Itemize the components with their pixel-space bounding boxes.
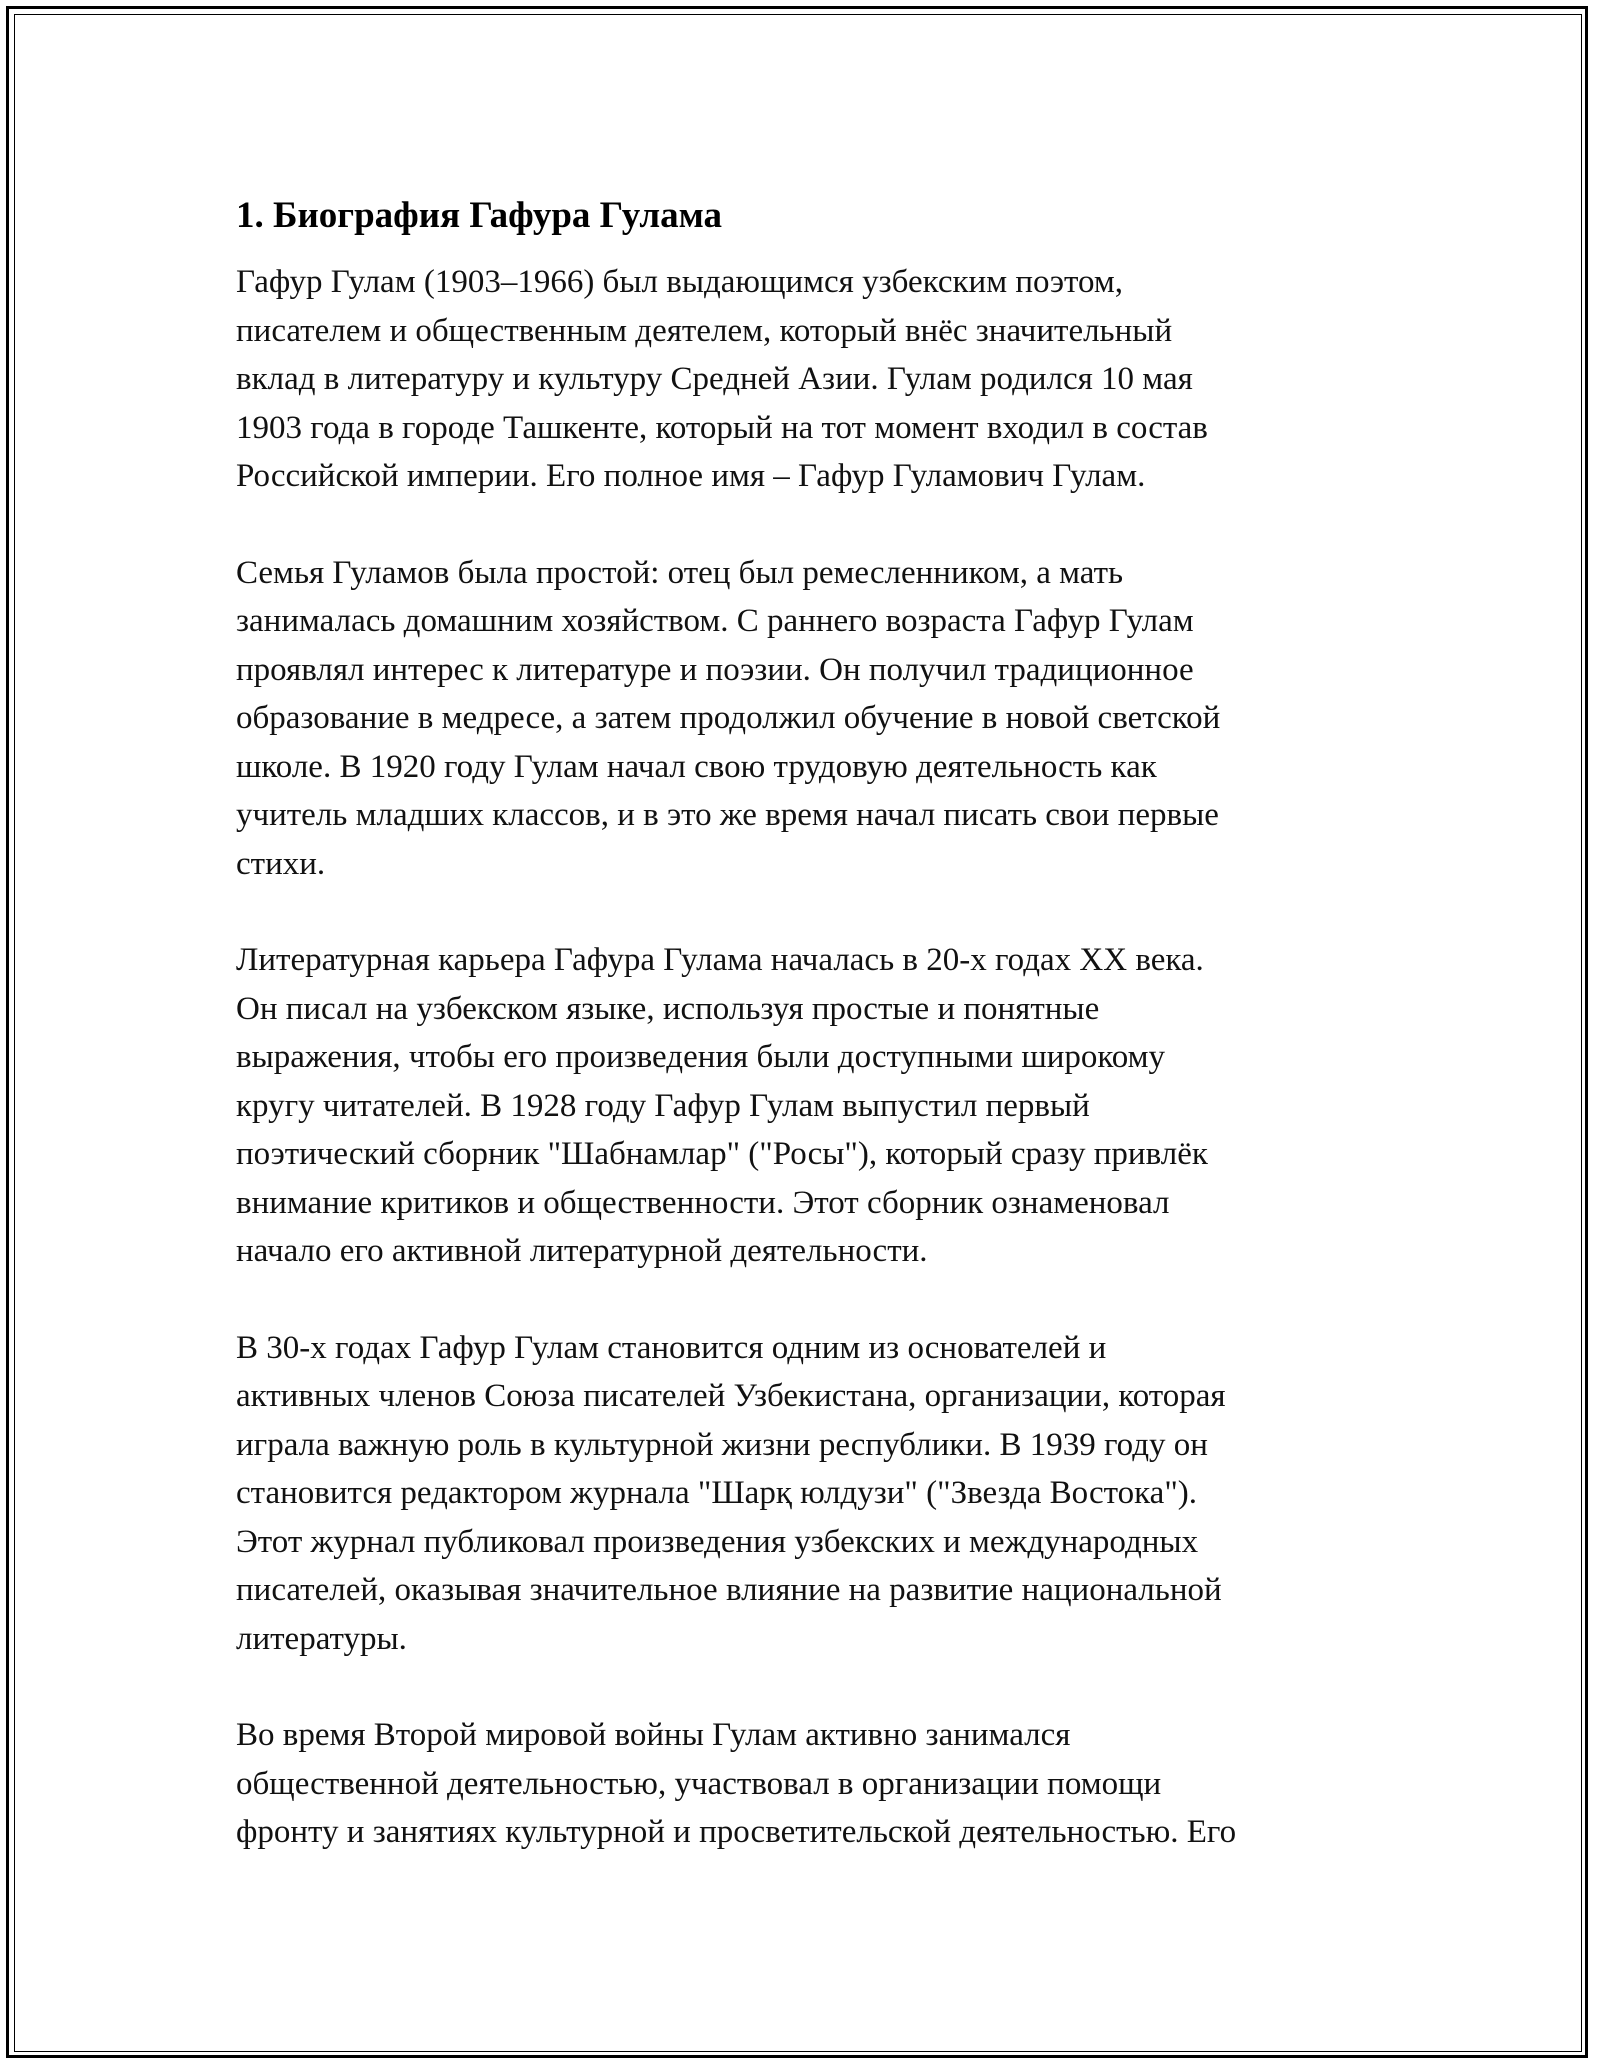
text-line: общественной деятельностью, участвовал в организации помощи: [236, 1765, 1162, 1802]
section-title: 1. Биография Гафура Гулама: [236, 195, 723, 236]
text-line: проявлял интерес к литературе и поэзии. Он получил традиционное: [236, 651, 1194, 688]
text-line: учитель младших классов, и в это же время начал писать свои первые: [236, 797, 1219, 833]
paragraph-family: [236, 549, 1366, 889]
paragraph-war-years: [236, 1711, 1366, 1857]
text-line: выражения, чтобы его произведения были доступными широкому: [236, 1039, 1166, 1075]
text-line: Литературная карьера Гафура Гулама началась в 20-х годах XX века.: [236, 942, 1204, 978]
text-line: становится редактором журнала "Шарқ юлдузи" ("Звезда Востока").: [236, 1475, 1198, 1511]
text-line: поэтический сборник "Шабнамлар" ("Росы"), который сразу привлёк: [236, 1136, 1208, 1172]
text-line: писателем и общественным деятелем, который внёс значительный: [236, 312, 1173, 349]
text-line: Гафур Гулам (1903–1966) был выдающимся узбекским поэтом,: [236, 264, 1124, 300]
text-line: Семья Гуламов была простой: отец был ремесленником, а мать: [236, 554, 1124, 591]
text-line: активных членов Союза писателей Узбекистана, организации, которая: [236, 1378, 1226, 1414]
text-line: В 30-х годах Гафур Гулам становится одним из основателей и: [236, 1329, 1107, 1366]
text-line: внимание критиков и общественности. Этот сборник ознаменовал: [236, 1184, 1170, 1221]
text-line: литературы.: [236, 1620, 407, 1657]
text-line: Он писал на узбекском языке, используя простые и понятные: [236, 990, 1100, 1027]
paragraph-writers-union: [236, 1324, 1366, 1664]
text-line: Этот журнал публиковал произведения узбекских и международных: [236, 1523, 1199, 1560]
text-line: занималась домашним хозяйством. С раннего возраста Гафур Гулам: [236, 603, 1194, 639]
text-line: играла важную роль в культурной жизни республики. В 1939 году он: [236, 1426, 1208, 1463]
paragraph-birth: [236, 258, 1366, 501]
text-line: Во время Второй мировой войны Гулам активно занимался: [236, 1717, 1071, 1753]
document-body: [236, 186, 1366, 1905]
text-line: стихи.: [236, 845, 326, 882]
text-line: фронту и занятиях культурной и просветительской деятельностью. Его: [236, 1814, 1237, 1850]
text-line: школе. В 1920 году Гулам начал свою трудовую деятельность как: [236, 748, 1157, 785]
text-line: 1903 года в городе Ташкенте, который на тот момент входил в состав: [236, 409, 1208, 446]
text-line: писателей, оказывая значительное влияние на развитие национальной: [236, 1572, 1222, 1608]
text-line: начало его активной литературной деятельности.: [236, 1233, 928, 1269]
text-line: образование в медресе, а затем продолжил обучение в новой светской: [236, 700, 1221, 736]
text-line: Российской империи. Его полное имя – Гафур Гуламович Гулам.: [236, 458, 1146, 494]
text-line: кругу читателей. В 1928 году Гафур Гулам выпустил первый: [236, 1087, 1090, 1124]
text-line: вклад в литературу и культуру Средней Азии. Гулам родился 10 мая: [236, 361, 1193, 397]
paragraph-literary-career: [236, 936, 1366, 1276]
